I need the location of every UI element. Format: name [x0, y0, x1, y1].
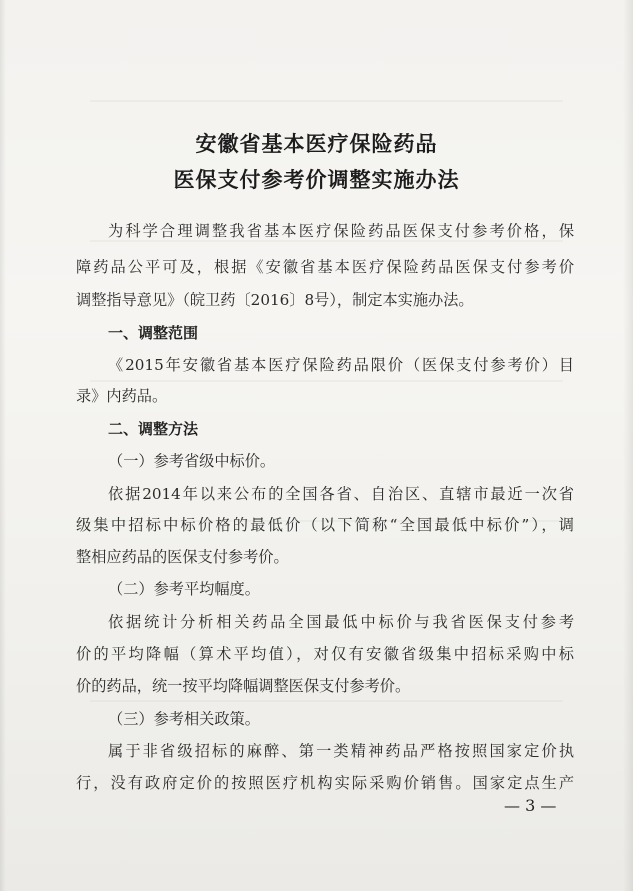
document-title-line-1: 安徽省基本医疗保险药品: [195, 132, 438, 156]
bleed-through-mark: [90, 100, 563, 102]
intro-line-3: 调整指导意见》（皖卫药〔2016〕8号），制定本实施办法。: [76, 291, 474, 309]
section-1-heading: 一、调整范围: [108, 324, 199, 342]
subsection-2-heading: （二）参考平均幅度。: [108, 580, 260, 598]
intro-line-2: 障药品公平可及，根据《安徽省基本医疗保险药品医保支付参考价: [76, 258, 574, 276]
subsection-1-line-3: 整相应药品的医保支付参考价。: [76, 548, 289, 566]
intro-line-1: 为科学合理调整我省基本医疗保险药品医保支付参考价格，保: [108, 222, 574, 240]
document-title-line-2: 医保支付参考价调整实施办法: [173, 168, 460, 192]
subsection-2-line-3: 价的药品，统一按平均降幅调整医保支付参考价。: [76, 677, 411, 695]
section-2-heading: 二、调整方法: [108, 420, 199, 438]
subsection-3-line-2: 行，没有政府定价的按照医疗机构实际采购价销售。国家定点生产: [76, 774, 574, 792]
subsection-1-line-2: 级集中招标中标价格的最低价（以下简称“全国最低中标价”），调: [76, 516, 574, 534]
page-number: — 3 —: [504, 796, 557, 815]
section-1-line-1: 《2015年安徽省基本医疗保险药品限价（医保支付参考价）目: [108, 356, 574, 374]
bleed-through-mark: [90, 700, 563, 702]
subsection-3-line-1: 属于非省级招标的麻醉、第一类精神药品严格按照国家定价执: [108, 742, 574, 760]
subsection-1-heading: （一）参考省级中标价。: [108, 452, 276, 470]
subsection-1-line-1: 依据2014年以来公布的全国各省、自治区、直辖市最近一次省: [108, 485, 574, 503]
subsection-3-heading: （三）参考相关政策。: [108, 710, 260, 728]
subsection-2-line-2: 价的平均降幅（算术平均值），对仅有安徽省级集中招标采购中标: [76, 645, 574, 663]
bleed-through-mark: [90, 380, 563, 382]
section-1-line-2: 录》内药品。: [76, 387, 168, 405]
subsection-2-line-1: 依据统计分析相关药品全国最低中标价与我省医保支付参考: [108, 613, 574, 631]
